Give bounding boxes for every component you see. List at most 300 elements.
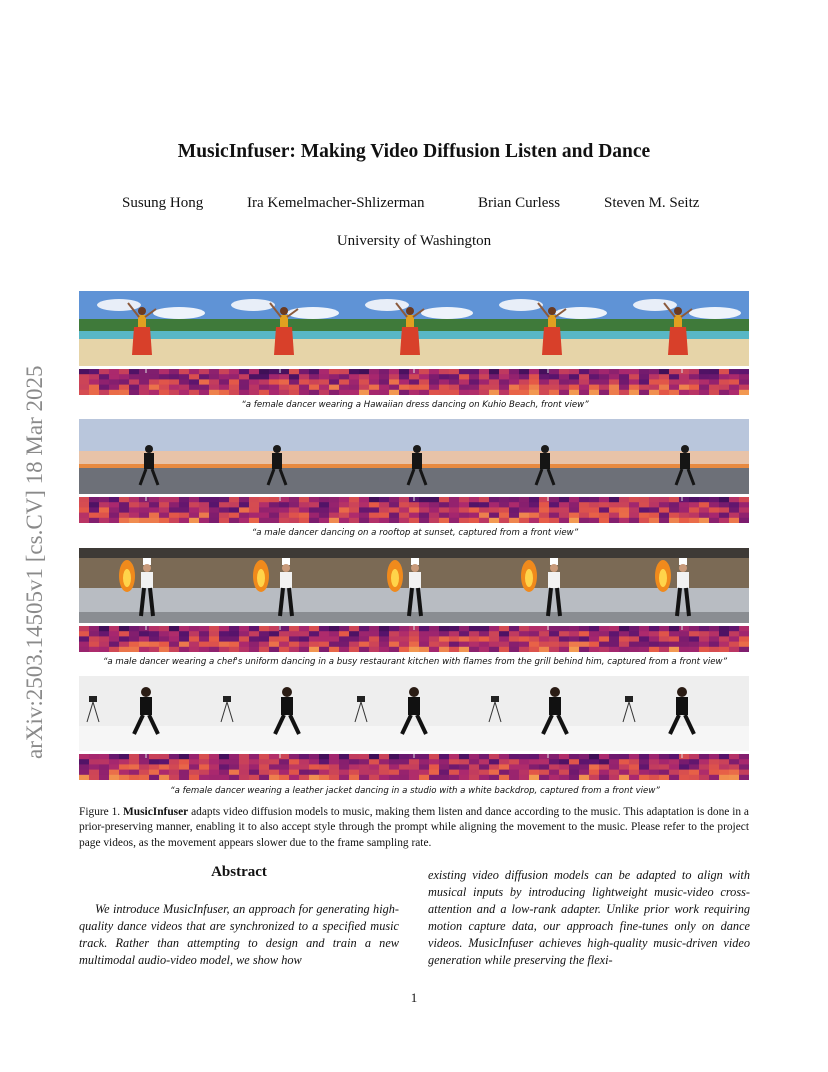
spectrogram-cell xyxy=(479,385,489,391)
spectrogram-cell xyxy=(479,647,489,652)
spectrogram-cell xyxy=(79,626,89,632)
spectrogram-cell xyxy=(649,759,659,765)
spectrogram-cell xyxy=(389,775,399,780)
spectrogram-cell xyxy=(79,497,89,503)
spectrogram-cell xyxy=(539,642,549,648)
spectrogram-cell xyxy=(189,770,199,776)
cloud xyxy=(689,307,741,319)
spectrogram-cell xyxy=(209,631,219,637)
spectrogram-cell xyxy=(429,764,439,770)
spectrogram-cell xyxy=(609,497,619,503)
spectrogram-cell xyxy=(609,507,619,513)
spectrogram-cell xyxy=(439,518,449,523)
spectrogram-cell xyxy=(189,379,199,385)
spectrogram-cell xyxy=(419,379,429,385)
spectrogram-cell xyxy=(289,518,299,523)
spectrogram-cell xyxy=(249,502,259,508)
spectrogram-cell xyxy=(369,507,379,513)
spectrogram-cell xyxy=(509,626,519,632)
spectrogram-cell xyxy=(719,642,729,648)
spectrogram-cell xyxy=(339,626,349,632)
spectrogram-cell xyxy=(479,507,489,513)
spectrogram-cell xyxy=(419,775,429,780)
hood xyxy=(347,548,481,558)
spectrogram-cell xyxy=(109,385,119,391)
spectrogram-cell xyxy=(189,636,199,642)
spectrogram-cell xyxy=(339,775,349,780)
spectrogram-cell xyxy=(389,513,399,519)
spectrogram-cell xyxy=(319,775,329,780)
spectrogram-cell xyxy=(199,497,209,503)
spectrogram-cell xyxy=(429,759,439,765)
spectrogram-cell xyxy=(309,374,319,380)
spectrogram-cell xyxy=(199,764,209,770)
spectrogram-cell xyxy=(79,775,89,780)
spectrogram-cell xyxy=(179,642,189,648)
spectrogram-cell xyxy=(609,759,619,765)
abstract-text-right: existing video diffusion models can be adapted to align with musical inputs by introducing lightweight music-video cross-attention and a low-rank adapter. Unlike prior work requiring motion capture data, our approach fine-tunes only on dance videos. MusicInfuser achieves high-quality music-driven video generation while preserving the flexi- xyxy=(428,868,750,967)
spectrogram-cell xyxy=(719,770,729,776)
spectrogram-cell xyxy=(619,385,629,391)
spectrogram-cell xyxy=(299,759,309,765)
spectrogram-cell xyxy=(549,497,559,503)
spectrogram-cell xyxy=(719,497,729,503)
spectrogram-cell xyxy=(459,770,469,776)
spectrogram-cell xyxy=(709,379,719,385)
spectrogram-cell xyxy=(549,369,559,375)
spectrogram-cell xyxy=(639,764,649,770)
spectrogram-cell xyxy=(339,631,349,637)
spectrogram-cell xyxy=(179,507,189,513)
spectrogram-cell xyxy=(729,379,739,385)
spectrogram-cell xyxy=(649,513,659,519)
spectrogram-cell xyxy=(249,647,259,652)
spectrogram-cell xyxy=(509,369,519,375)
spectrogram-cell xyxy=(739,507,749,513)
spectrogram-cell xyxy=(449,775,459,780)
spectrogram-cell xyxy=(629,636,639,642)
spectrogram-cell xyxy=(109,764,119,770)
spectrogram-cell xyxy=(549,379,559,385)
spectrogram-cell xyxy=(339,379,349,385)
spectrogram-cell xyxy=(99,369,109,375)
spectrogram-cell xyxy=(619,775,629,780)
spectrogram-cell xyxy=(79,518,89,523)
spectrogram-cell xyxy=(569,764,579,770)
abstract-text-left: We introduce MusicInfuser, an approach for generating high-quality dance videos that are synchronized to a specified music track. Rather than attempting to design and train a new multimodal audio-video model, we show how xyxy=(79,902,399,967)
spectrogram-cell xyxy=(139,385,149,391)
dancer-head xyxy=(406,307,414,315)
spectrogram-cell xyxy=(419,385,429,391)
spectrogram-cell xyxy=(639,513,649,519)
spectrogram-cell xyxy=(139,502,149,508)
spectrogram-cell xyxy=(139,369,149,375)
spectrogram-cell xyxy=(489,390,499,395)
spectrogram-cell xyxy=(449,374,459,380)
spectrogram-cell xyxy=(349,754,359,760)
spectrogram-cell xyxy=(299,369,309,375)
cloud xyxy=(499,299,543,311)
spectrogram-cell xyxy=(359,770,369,776)
spectrogram-cell xyxy=(179,764,189,770)
dancer-head xyxy=(681,445,689,453)
spectrogram-cell xyxy=(659,754,669,760)
chef-jacket xyxy=(409,572,421,588)
spectrogram-cell xyxy=(639,626,649,632)
spectrogram-cell xyxy=(119,497,129,503)
spectrogram-cell xyxy=(309,759,319,765)
spectrogram-cell xyxy=(269,642,279,648)
spectrogram-cell xyxy=(329,636,339,642)
spectrogram-cell xyxy=(529,379,539,385)
spectrogram-cell xyxy=(389,369,399,375)
hood xyxy=(79,548,213,558)
video-frame xyxy=(347,548,481,623)
spectrogram-cell xyxy=(429,642,439,648)
spectrogram-cell xyxy=(599,647,609,652)
spectrogram-cell xyxy=(399,390,409,395)
spectrogram-cell xyxy=(79,507,89,513)
video-frame xyxy=(481,419,615,494)
spectrogram-cell xyxy=(379,502,389,508)
spectrogram-cell xyxy=(189,764,199,770)
spectrogram-cell xyxy=(149,631,159,637)
spectrogram-cell xyxy=(569,379,579,385)
spectrogram-cell xyxy=(189,642,199,648)
spectrogram-cell xyxy=(709,502,719,508)
spectrogram-cell xyxy=(139,507,149,513)
spectrogram-cell xyxy=(269,502,279,508)
spectrogram-cell xyxy=(479,379,489,385)
spectrogram-cell xyxy=(119,764,129,770)
dancer-body xyxy=(412,453,422,469)
spectrogram-cell xyxy=(99,770,109,776)
spectrogram-cell xyxy=(119,775,129,780)
spectrogram-cell xyxy=(149,513,159,519)
spectrogram-cell xyxy=(699,636,709,642)
spectrogram-cell xyxy=(269,513,279,519)
spectrogram-cell xyxy=(609,513,619,519)
spectrogram-cell xyxy=(519,647,529,652)
spectrogram-cell xyxy=(169,369,179,375)
spectrogram-cell xyxy=(89,764,99,770)
spectrogram-cell xyxy=(489,642,499,648)
spectrogram-cell xyxy=(199,507,209,513)
spectrogram-cell xyxy=(249,497,259,503)
spectrogram-cell xyxy=(699,626,709,632)
spectrogram-cell xyxy=(369,390,379,395)
spectrogram-cell xyxy=(209,626,219,632)
spectrogram-cell xyxy=(89,374,99,380)
spectrogram-cell xyxy=(569,636,579,642)
spectrogram-cell xyxy=(649,642,659,648)
spectrogram-cell xyxy=(319,507,329,513)
spectrogram-cell xyxy=(529,497,539,503)
spectrogram-cell xyxy=(629,374,639,380)
dancer-head xyxy=(143,564,151,572)
spectrogram-cell xyxy=(519,502,529,508)
spectrogram-cell xyxy=(689,497,699,503)
spectrogram-cell xyxy=(459,775,469,780)
spectrogram-cell xyxy=(579,759,589,765)
spectrogram-cell xyxy=(739,636,749,642)
spectrogram-cell xyxy=(689,754,699,760)
spectrogram-cell xyxy=(269,764,279,770)
spectrogram-cell xyxy=(369,379,379,385)
spectrogram-cell xyxy=(259,379,269,385)
spectrogram-cell xyxy=(429,518,439,523)
spectrogram-cell xyxy=(519,497,529,503)
spectrogram-cell xyxy=(429,374,439,380)
spectrogram-cell xyxy=(289,385,299,391)
spectrogram-cell xyxy=(469,754,479,760)
spectrogram-cell xyxy=(539,631,549,637)
cloud xyxy=(421,307,473,319)
spectrogram-cell xyxy=(689,513,699,519)
spectrogram-cell xyxy=(569,390,579,395)
spectrogram-cell xyxy=(499,379,509,385)
spectrogram-cell xyxy=(269,636,279,642)
spectrogram-cell xyxy=(689,502,699,508)
spectrogram-cell xyxy=(659,764,669,770)
arxiv-stamp xyxy=(12,285,52,765)
studio-floor xyxy=(213,726,347,751)
spectrogram-cell xyxy=(649,374,659,380)
spectrogram-cell xyxy=(519,390,529,395)
chef-hat xyxy=(550,558,558,565)
spectrogram-cell xyxy=(409,390,419,395)
spectrogram-cell xyxy=(479,374,489,380)
spectrogram-cell xyxy=(239,385,249,391)
spectrogram-cell xyxy=(479,775,489,780)
spectrogram-cell xyxy=(209,647,219,652)
spectrogram-cell xyxy=(149,507,159,513)
spectrogram-cell xyxy=(739,764,749,770)
spectrogram-cell xyxy=(409,631,419,637)
spectrogram-cell xyxy=(239,631,249,637)
hawaiian-dress xyxy=(274,327,294,355)
spectrogram-cell xyxy=(269,507,279,513)
spectrogram-cell xyxy=(619,626,629,632)
spectrogram-cell xyxy=(259,647,269,652)
spectrogram-cell xyxy=(609,764,619,770)
spectrogram-cell xyxy=(439,764,449,770)
spectrogram-cell xyxy=(579,754,589,760)
spectrogram-cell xyxy=(649,379,659,385)
spectrogram-cell xyxy=(709,764,719,770)
spectrogram-cell xyxy=(99,775,109,780)
spectrogram-cell xyxy=(519,764,529,770)
spectrogram-cell xyxy=(319,385,329,391)
spectrogram-cell xyxy=(209,770,219,776)
spectrogram-cell xyxy=(99,502,109,508)
dancer-head xyxy=(145,445,153,453)
spectrogram-cell xyxy=(309,379,319,385)
spectrogram-cell xyxy=(559,770,569,776)
spectrogram-cell xyxy=(629,518,639,523)
dancer-head xyxy=(138,307,146,315)
spectrogram-cell xyxy=(89,502,99,508)
spectrogram-cell xyxy=(349,759,359,765)
spectrogram-cell xyxy=(219,507,229,513)
spectrogram-cell xyxy=(199,647,209,652)
spectrogram-cell xyxy=(329,513,339,519)
spectrogram-cell xyxy=(469,385,479,391)
spectrogram-cell xyxy=(269,497,279,503)
spectrogram-cell xyxy=(179,390,189,395)
spectrogram-cell xyxy=(709,642,719,648)
spectrogram-cell xyxy=(179,626,189,632)
spectrogram-cell xyxy=(569,374,579,380)
spectrogram-cell xyxy=(739,770,749,776)
spectrogram-cell xyxy=(409,770,419,776)
spectrogram-cell xyxy=(129,770,139,776)
spectrogram-cell xyxy=(729,770,739,776)
spectrogram-cell xyxy=(669,385,679,391)
spectrogram-cell xyxy=(169,385,179,391)
spectrogram-cell xyxy=(219,390,229,395)
spectrogram-cell xyxy=(309,770,319,776)
spectrogram-cell xyxy=(189,626,199,632)
spectrogram-cell xyxy=(299,379,309,385)
spectrogram-cell xyxy=(259,390,269,395)
spectrogram-cell xyxy=(429,754,439,760)
spectrogram-cell xyxy=(339,759,349,765)
dancer-body xyxy=(272,453,282,469)
spectrogram-cell xyxy=(279,631,289,637)
spectrogram-cell xyxy=(679,390,689,395)
spectrogram-cell xyxy=(139,379,149,385)
spectrogram-cell xyxy=(369,513,379,519)
spectrogram-cell xyxy=(659,390,669,395)
video-frame xyxy=(213,291,347,366)
spectrogram-cell xyxy=(739,369,749,375)
spectrogram-cell xyxy=(279,385,289,391)
spectrogram-cell xyxy=(299,636,309,642)
spectrogram-cell xyxy=(169,518,179,523)
spectrogram-cell xyxy=(509,390,519,395)
spectrogram-cell xyxy=(119,379,129,385)
leather-jacket xyxy=(549,697,561,715)
spectrogram-cell xyxy=(129,374,139,380)
spectrogram-cell xyxy=(659,631,669,637)
spectrogram-cell xyxy=(279,379,289,385)
spectrogram-cell xyxy=(129,759,139,765)
spectrogram-cell xyxy=(79,502,89,508)
spectrogram-cell xyxy=(79,759,89,765)
spectrogram-cell xyxy=(99,647,109,652)
spectrogram-cell xyxy=(369,642,379,648)
spectrogram-cell xyxy=(389,636,399,642)
spectrogram-cell xyxy=(609,631,619,637)
spectrogram-cell xyxy=(149,497,159,503)
spectrogram-cell xyxy=(409,642,419,648)
spectrogram-cell xyxy=(679,507,689,513)
spectrogram-cell xyxy=(459,631,469,637)
spectrogram-cell xyxy=(109,754,119,760)
spectrogram-cell xyxy=(649,497,659,503)
spectrogram-cell xyxy=(529,764,539,770)
spectrogram-cell xyxy=(239,770,249,776)
figure-strip-studio xyxy=(79,676,749,780)
spectrogram-cell xyxy=(199,759,209,765)
spectrogram-cell xyxy=(679,647,689,652)
spectrogram-cell xyxy=(409,507,419,513)
chef-hat xyxy=(411,558,419,565)
author-name: Ira Kemelmacher-Shlizerman xyxy=(247,195,425,211)
spectrogram-cell xyxy=(739,513,749,519)
spectrogram-cell xyxy=(659,770,669,776)
spectrogram-cell xyxy=(459,507,469,513)
spectrogram-cell xyxy=(529,513,539,519)
spectrogram-cell xyxy=(139,374,149,380)
spectrogram-cell xyxy=(679,518,689,523)
spectrogram-cell xyxy=(489,513,499,519)
spectrogram-cell xyxy=(589,390,599,395)
spectrogram-cell xyxy=(649,647,659,652)
spectrogram-cell xyxy=(679,502,689,508)
spectrogram-cell xyxy=(669,636,679,642)
spectrogram-cell xyxy=(439,770,449,776)
spectrogram-cell xyxy=(589,379,599,385)
spectrogram-cell xyxy=(319,497,329,503)
spectrogram-cell xyxy=(369,518,379,523)
spectrogram-cell xyxy=(169,764,179,770)
spectrogram-cell xyxy=(539,374,549,380)
spectrogram-cell xyxy=(609,636,619,642)
spectrogram-cell xyxy=(689,390,699,395)
spectrogram-cell xyxy=(729,385,739,391)
spectrogram-cell xyxy=(179,775,189,780)
spectrogram-cell xyxy=(539,385,549,391)
spectrogram-cell xyxy=(499,518,509,523)
video-frame xyxy=(213,548,347,623)
abstract-heading: Abstract xyxy=(211,864,267,880)
spectrogram-cell xyxy=(649,770,659,776)
hood xyxy=(481,548,615,558)
spectrogram-cell xyxy=(339,497,349,503)
spectrogram-cell xyxy=(619,507,629,513)
spectrogram-cell xyxy=(379,626,389,632)
spectrogram-cell xyxy=(149,770,159,776)
spectrogram-cell xyxy=(179,385,189,391)
spectrogram-cell xyxy=(219,775,229,780)
spectrogram-cell xyxy=(409,385,419,391)
spectrogram-cell xyxy=(449,379,459,385)
spectrogram-cell xyxy=(519,631,529,637)
spectrogram-cell xyxy=(369,385,379,391)
spectrogram-cell xyxy=(129,754,139,760)
spectrogram-cell xyxy=(99,642,109,648)
spectrogram-cell xyxy=(309,385,319,391)
spectrogram-cell xyxy=(529,631,539,637)
spectrogram-cell xyxy=(569,507,579,513)
spectrogram-cell xyxy=(729,497,739,503)
spectrogram-cell xyxy=(709,631,719,637)
spectrogram-cell xyxy=(509,764,519,770)
spectrogram-cell xyxy=(599,754,609,760)
spectrogram-cell xyxy=(239,390,249,395)
spectrogram-cell xyxy=(219,374,229,380)
spectrogram-cell xyxy=(79,379,89,385)
spectrogram-cell xyxy=(589,513,599,519)
spectrogram-cell xyxy=(79,513,89,519)
spectrogram-cell xyxy=(679,770,689,776)
spectrogram-cell xyxy=(509,754,519,760)
spectrogram-cell xyxy=(579,507,589,513)
spectrogram-cell xyxy=(319,636,329,642)
spectrogram-cell xyxy=(229,497,239,503)
